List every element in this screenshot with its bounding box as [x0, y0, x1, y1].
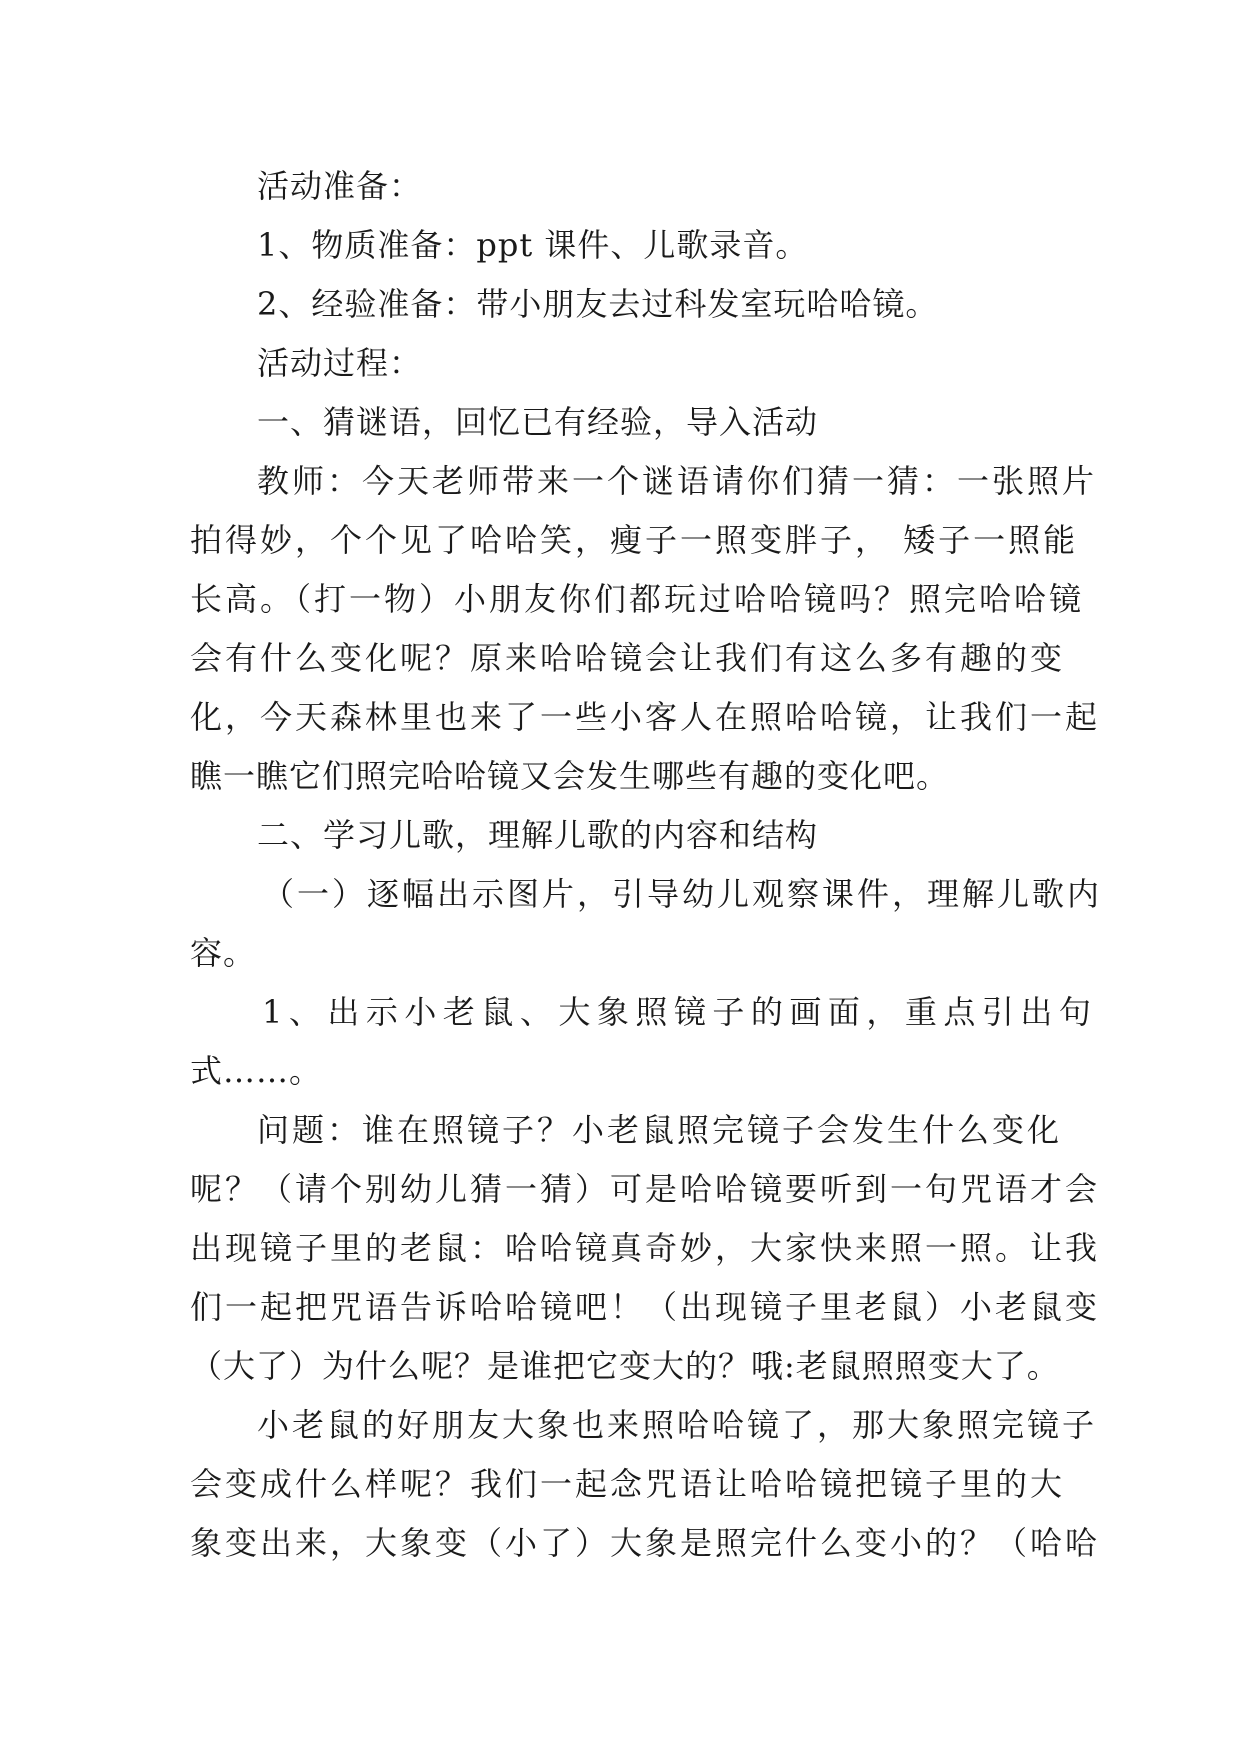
heading-activity-preparation: 活动准备：	[257, 167, 423, 205]
preparation-item-2: 2、经验准备：带小朋友去过科发室玩哈哈镜。	[257, 285, 939, 323]
section-heading-1: 一、猜谜语，回忆已有经验，导入活动	[257, 403, 819, 441]
step-item-1-cont: 式……。	[190, 1052, 323, 1090]
paragraph-line: 拍得妙，个个见了哈哈笑，瘦子一照变胖子， 矮子一照能	[190, 521, 1079, 559]
paragraph-line: 们一起把咒语告诉哈哈镜吧！（出现镜子里老鼠）小老鼠变	[190, 1288, 1101, 1326]
paragraph-line: 小老鼠的好朋友大象也来照哈哈镜了，那大象照完镜子	[257, 1406, 1098, 1444]
preparation-item-1: 1、物质准备：ppt 课件、儿歌录音。	[257, 226, 809, 264]
heading-activity-process: 活动过程：	[257, 344, 423, 382]
paragraph-line: 呢？（请个别幼儿猜一猜）可是哈哈镜要听到一句咒语才会	[190, 1170, 1101, 1208]
paragraph-line: （大了）为什么呢？是谁把它变大的？哦:老鼠照照变大了。	[190, 1347, 1060, 1385]
paragraph-line: 出现镜子里的老鼠：哈哈镜真奇妙，大家快来照一照。让我	[190, 1229, 1101, 1267]
paragraph-line: 教师：今天老师带来一个谜语请你们猜一猜：一张照片	[257, 462, 1098, 500]
paragraph-line: 象变出来，大象变（小了）大象是照完什么变小的？（哈哈	[190, 1524, 1101, 1562]
subsection-heading-cont: 容。	[190, 934, 257, 972]
paragraph-line: 会有什么变化呢？原来哈哈镜会让我们有这么多有趣的变	[190, 639, 1066, 677]
paragraph-line: 瞧一瞧它们照完哈哈镜又会发生哪些有趣的变化吧。	[190, 757, 950, 795]
subsection-heading: （一）逐幅出示图片，引导幼儿观察课件，理解儿歌内	[262, 875, 1103, 913]
step-item-1: 1、出示小老鼠、大象照镜子的画面，重点引出句	[262, 993, 1098, 1031]
paragraph-line: 长高。（打一物）小朋友你们都玩过哈哈镜吗？照完哈哈镜	[190, 580, 1085, 618]
paragraph-line: 化，今天森林里也来了一些小客人在照哈哈镜，让我们一起	[190, 698, 1101, 736]
paragraph-line: 会变成什么样呢？我们一起念咒语让哈哈镜把镜子里的大	[190, 1465, 1066, 1503]
section-heading-2: 二、学习儿歌，理解儿歌的内容和结构	[257, 816, 819, 854]
paragraph-line: 问题：谁在照镜子？小老鼠照完镜子会发生什么变化	[257, 1111, 1063, 1149]
